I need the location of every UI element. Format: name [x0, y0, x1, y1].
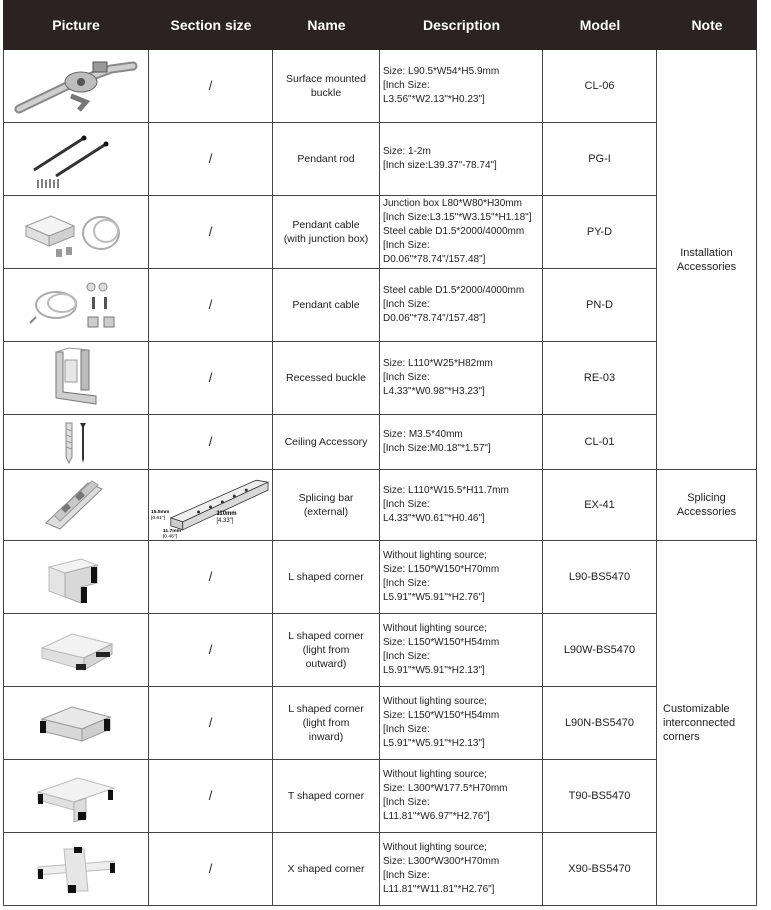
picture-cell	[3, 269, 149, 342]
description-text: Size: L90.5*W54*H5.9mm [Inch Size: L3.56"*W2.13"*H0.23"]	[383, 66, 500, 105]
dim-height-inch-label: [0.61"]	[150, 515, 166, 521]
name-text: Splicing bar (external)	[298, 492, 354, 518]
name-text: X shaped corner	[287, 863, 365, 875]
table-header	[3, 0, 757, 50]
description-text: Without lighting source; Size: L300*W177.5*H70mm [Inch Size: L11.81"*W6.97"*H2.76"]	[383, 769, 508, 822]
description-cell	[380, 196, 543, 269]
rod-image	[26, 128, 126, 190]
buckle-image	[11, 54, 141, 118]
description-cell	[380, 50, 543, 123]
name-cell	[273, 269, 380, 342]
table-row	[3, 541, 657, 614]
table-row	[3, 415, 657, 470]
table-row	[3, 833, 657, 906]
description-text: Without lighting source; Size: L150*W150*H54mm [Inch Size: L5.91"*W5.91"*H2.13"]	[383, 623, 500, 676]
name-cell	[273, 687, 380, 760]
note-splicing	[657, 470, 757, 541]
picture-cell	[3, 342, 149, 415]
section-size-cell: /	[149, 541, 273, 614]
description-text: Steel cable D1.5*2000/4000mm [Inch Size: D0.06"*78.74"/157.48"]	[383, 285, 525, 324]
section-size-cell: /	[149, 415, 273, 470]
splicing-bar-section-drawing	[149, 470, 272, 540]
name-text: Pendant cable (with junction box)	[283, 219, 369, 245]
section-size-cell: /	[149, 833, 273, 906]
header-note: Note	[691, 17, 723, 33]
name-cell	[273, 342, 380, 415]
model-cell: PY-D	[543, 196, 657, 269]
model-cell: L90W-BS5470	[543, 614, 657, 687]
name-cell	[273, 415, 380, 470]
splicing-bar-image	[36, 475, 116, 535]
dim-width-label: 11.7mm	[162, 528, 182, 534]
name-cell	[273, 833, 380, 906]
description-cell	[380, 470, 543, 541]
name-text: Pendant cable	[292, 299, 360, 311]
model-cell: PN-D	[543, 269, 657, 342]
name-cell	[273, 541, 380, 614]
description-text: Without lighting source; Size: L150*W150*H70mm [Inch Size: L5.91"*W5.91"*H2.76"]	[383, 550, 500, 603]
table-row	[3, 614, 657, 687]
table-row	[3, 269, 657, 342]
description-text: Junction box L80*W80*H30mm [Inch Size:L3.15"*W3.15"*H1.18"] Steel cable D1.5*2000/4000mm [Inch Size: D0.06"*78.74"/157.48"]	[383, 198, 532, 265]
name-cell	[273, 760, 380, 833]
name-text: T shaped corner	[287, 790, 365, 802]
header-section-size: Section size	[170, 17, 252, 33]
description-cell	[380, 614, 543, 687]
l-corner-image	[41, 547, 111, 607]
l-corner-outward-image	[36, 622, 116, 678]
x-corner-image	[34, 841, 118, 897]
recessed-buckle-image	[41, 346, 111, 410]
table-row	[3, 470, 657, 541]
model-cell: CL-01	[543, 415, 657, 470]
section-size-cell: /	[149, 342, 273, 415]
note-corners-text: Customizable interconnected corners	[663, 703, 736, 743]
section-size-cell: /	[149, 614, 273, 687]
model-cell: L90-BS5470	[543, 541, 657, 614]
model-cell: CL-06	[543, 50, 657, 123]
section-size-cell: /	[149, 196, 273, 269]
table-row	[3, 196, 657, 269]
note-installation-text: Installation Accessories	[676, 246, 737, 273]
picture-cell	[3, 50, 149, 123]
header-description: Description	[422, 17, 500, 33]
anchor-screw-image	[56, 419, 96, 465]
picture-cell	[3, 123, 149, 196]
description-cell	[380, 269, 543, 342]
header-model: Model	[579, 17, 621, 33]
note-corners	[657, 541, 757, 906]
description-text: Size: L110*W15.5*H11.7mm [Inch Size: L4.33"*W0.61"*H0.46"]	[383, 485, 509, 524]
description-cell	[380, 541, 543, 614]
description-cell	[380, 687, 543, 760]
t-corner-image	[34, 768, 118, 824]
description-text: Without lighting source; Size: L300*W300*H70mm [Inch Size: L11.81"*W11.81"*H2.76"]	[383, 842, 500, 895]
description-text: Size : M3.5*40mm [Inch Size:M0.18"*1.57"]	[383, 429, 491, 454]
cable-image	[26, 275, 126, 335]
name-cell	[273, 123, 380, 196]
picture-cell	[3, 760, 149, 833]
header-picture: Picture	[52, 17, 100, 33]
name-text: Surface mounted buckle	[286, 73, 366, 99]
picture-cell	[3, 687, 149, 760]
description-text: Without lighting source; Size: L150*W150*H54mm [Inch Size: L5.91"*W5.91"*H2.13"]	[383, 696, 500, 749]
name-text: Pendant rod	[297, 153, 355, 165]
description-cell	[380, 415, 543, 470]
picture-cell	[3, 196, 149, 269]
table-row	[3, 50, 657, 123]
picture-cell	[3, 470, 149, 541]
model-cell: L90N-BS5470	[543, 687, 657, 760]
model-cell: EX-41	[543, 470, 657, 541]
table-row	[3, 687, 657, 760]
name-text: Recessed buckle	[286, 372, 366, 384]
name-text: L shaped corner (light from inward)	[288, 703, 364, 743]
model-cell: X90-BS5470	[543, 833, 657, 906]
note-splicing-text: Splicing Accessories	[676, 492, 737, 518]
name-text: L shaped corner (light from outward)	[288, 630, 364, 670]
model-cell: RE-03	[543, 342, 657, 415]
name-text: L shaped corner	[288, 571, 364, 583]
table-row	[3, 123, 657, 196]
model-cell: T90-BS5470	[543, 760, 657, 833]
picture-cell	[3, 415, 149, 470]
model-cell: PG-I	[543, 123, 657, 196]
name-cell	[273, 614, 380, 687]
picture-cell	[3, 833, 149, 906]
section-size-cell: /	[149, 269, 273, 342]
table-row	[3, 342, 657, 415]
note-installation	[657, 50, 757, 470]
description-text: Size: L110*W25*H82mm [Inch Size: L4.33"*W0.98"*H3.23"]	[383, 358, 493, 397]
description-cell	[380, 123, 543, 196]
dim-length-label: 110mm	[216, 510, 237, 517]
description-cell	[380, 342, 543, 415]
picture-cell	[3, 541, 149, 614]
dim-width-inch-label: [0.46"]	[162, 534, 177, 540]
l-corner-inward-image	[36, 695, 116, 751]
name-cell	[273, 196, 380, 269]
description-cell	[380, 833, 543, 906]
name-cell	[273, 50, 380, 123]
header-name: Name	[307, 17, 346, 33]
name-cell	[273, 470, 380, 541]
section-size-cell	[149, 470, 273, 541]
section-size-cell: /	[149, 687, 273, 760]
description-cell	[380, 760, 543, 833]
name-text: Ceiling Accessory	[284, 436, 368, 448]
section-size-cell: /	[149, 50, 273, 123]
dim-length-inch-label: [4.33"]	[216, 517, 234, 524]
section-size-cell: /	[149, 123, 273, 196]
junction-cable-image	[16, 201, 136, 263]
section-size-cell: /	[149, 760, 273, 833]
dim-height-label: 15.5mm	[150, 509, 170, 515]
description-text: Size: 1-2m [Inch size:L39.37"-78.74"]	[383, 146, 497, 171]
table-row	[3, 760, 657, 833]
picture-cell	[3, 614, 149, 687]
